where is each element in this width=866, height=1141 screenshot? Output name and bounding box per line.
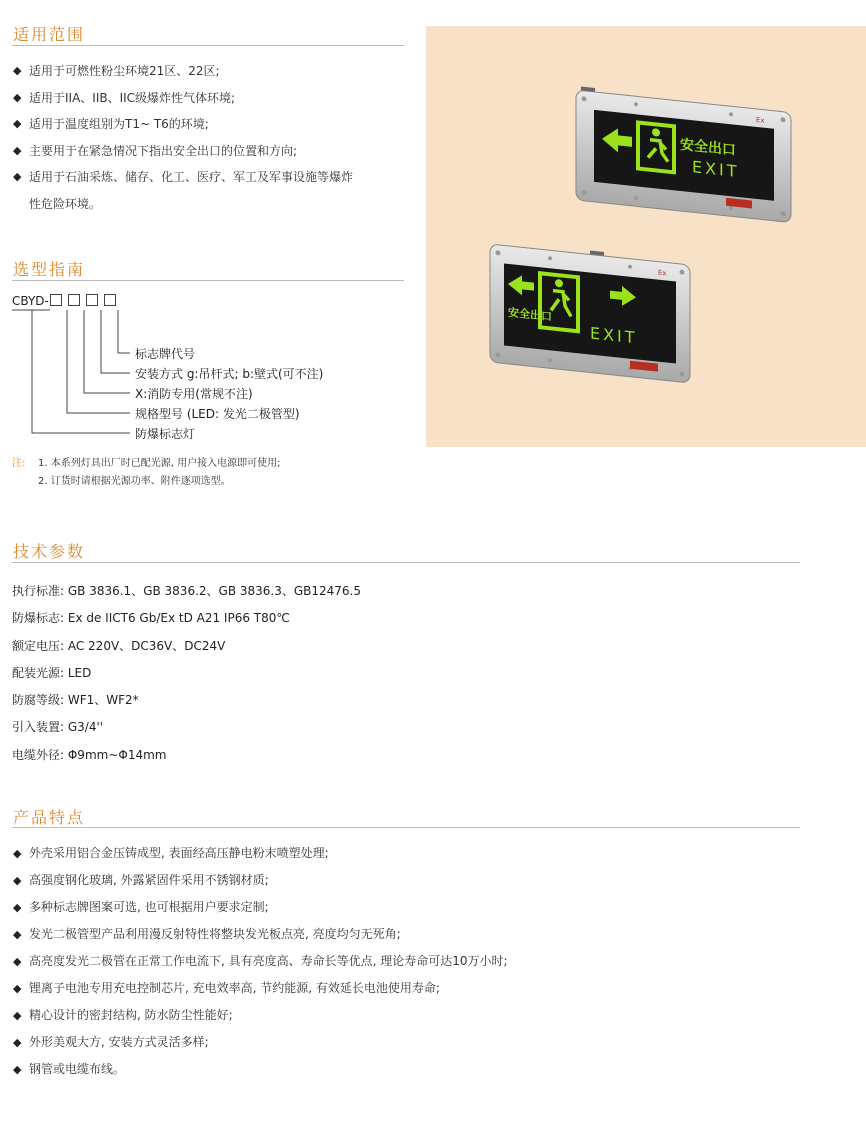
sign1-text-cn: 安全出口 (680, 136, 736, 159)
sign2-text-en: EXIT (590, 323, 638, 348)
selection-notes (12, 455, 280, 491)
list-item: ◆ 精心设计的密封结构, 防水防尘性能好; (13, 1002, 853, 1029)
spec-row: 引入装置: G3/4'' (12, 720, 104, 735)
exit-sign-1 (576, 86, 791, 223)
note-prefix: 注: (12, 458, 26, 469)
spec-row: 额定电压: AC 220V、DC36V、DC24V (12, 638, 226, 653)
list-item: ◆ 适用于温度组别为T1~ T6的环境; (13, 111, 413, 138)
code-label-type: 防爆标志灯 (135, 427, 196, 441)
spec-row: 执行标准: GB 3836.1、GB 3836.2、GB 3836.3、GB12476.5 (12, 584, 362, 598)
sign2-ex-mark: Ex (658, 267, 667, 278)
tech-divider (12, 562, 800, 563)
product-image-panel (426, 26, 866, 447)
list-item-continuation: 性危险环境。 (29, 196, 102, 211)
list-item: ◆ 锂离子电池专用充电控制芯片, 充电效率高, 节约能源, 有效延长电池使用寿命; (13, 975, 853, 1002)
list-item: ◆ 主要用于在紧急情况下指出安全出口的位置和方向; (13, 138, 413, 165)
selection-title: 选型指南 (13, 260, 86, 279)
list-item: ◆ 适用于可燃性粉尘环境21区、22区; (13, 58, 413, 85)
spec-row: 防爆标志: Ex de IICT6 Gb/Ex tD A21 IP66 T80℃ (12, 611, 290, 626)
spec-row: 防腐等级: WF1、WF2* (12, 693, 139, 708)
model-code-leader-lines (0, 0, 400, 450)
list-item: ◆ 适用于石油采炼、储存、化工、医疗、军工及军事设施等爆炸 性危险环境。 (13, 164, 413, 217)
model-prefix: CBYD- (12, 294, 49, 308)
features-title: 产品特点 (13, 808, 86, 827)
spec-row: 配装光源: LED (12, 665, 92, 680)
tech-title: 技术参数 (13, 542, 86, 561)
list-item: ◆ 高强度钢化玻璃, 外露紧固件采用不锈钢材质; (13, 867, 853, 894)
note-1: 1. 本系列灯具出厂时已配光源, 用户接入电源即可使用; (38, 458, 281, 469)
scope-title: 适用范围 (13, 25, 86, 44)
sign2-text-cn: 安全出口 (508, 305, 552, 324)
features-divider (12, 827, 800, 828)
list-item: ◆ 高亮度发光二极管在正常工作电流下, 具有亮度高、寿命长等优点, 理论寿命可达10万小时; (13, 948, 853, 975)
spec-row: 电缆外径: Φ9mm~Φ14mm (12, 747, 167, 762)
code-label-spec: 规格型号 (LED: 发光二极管型) (135, 407, 300, 421)
list-item: ◆ 外形美观大方, 安装方式灵活多样; (13, 1029, 853, 1056)
code-label-sign: 标志牌代号 (135, 347, 196, 361)
exit-sign-2 (490, 240, 690, 383)
exit-sign-illustration (426, 26, 866, 447)
sign1-text-en: EXIT (692, 157, 740, 182)
list-item: ◆ 外壳采用铝合金压铸成型, 表面经高压静电粉末喷塑处理; (13, 840, 853, 867)
list-item: ◆ 多种标志牌图案可选, 也可根据用户要求定制; (13, 894, 853, 921)
code-label-mount: 安装方式 g:吊杆式; b:壁式(可不注) (135, 367, 324, 381)
spec-list (12, 578, 361, 769)
features-list (13, 840, 853, 1083)
list-item: ◆ 适用于IIA、IIB、IIC级爆炸性气体环境; (13, 85, 413, 112)
list-item: ◆ 钢管或电缆布线。 (13, 1056, 853, 1083)
sign1-ex-mark: Ex (756, 114, 765, 125)
list-item: ◆ 发光二极管型产品利用漫反射特性将整块发光板点亮, 亮度均匀无死角; (13, 921, 853, 948)
code-label-fire: X:消防专用(常规不注) (135, 387, 253, 401)
note-2: 2. 订货时请根据光源功率、附件逐项选型。 (38, 476, 231, 487)
